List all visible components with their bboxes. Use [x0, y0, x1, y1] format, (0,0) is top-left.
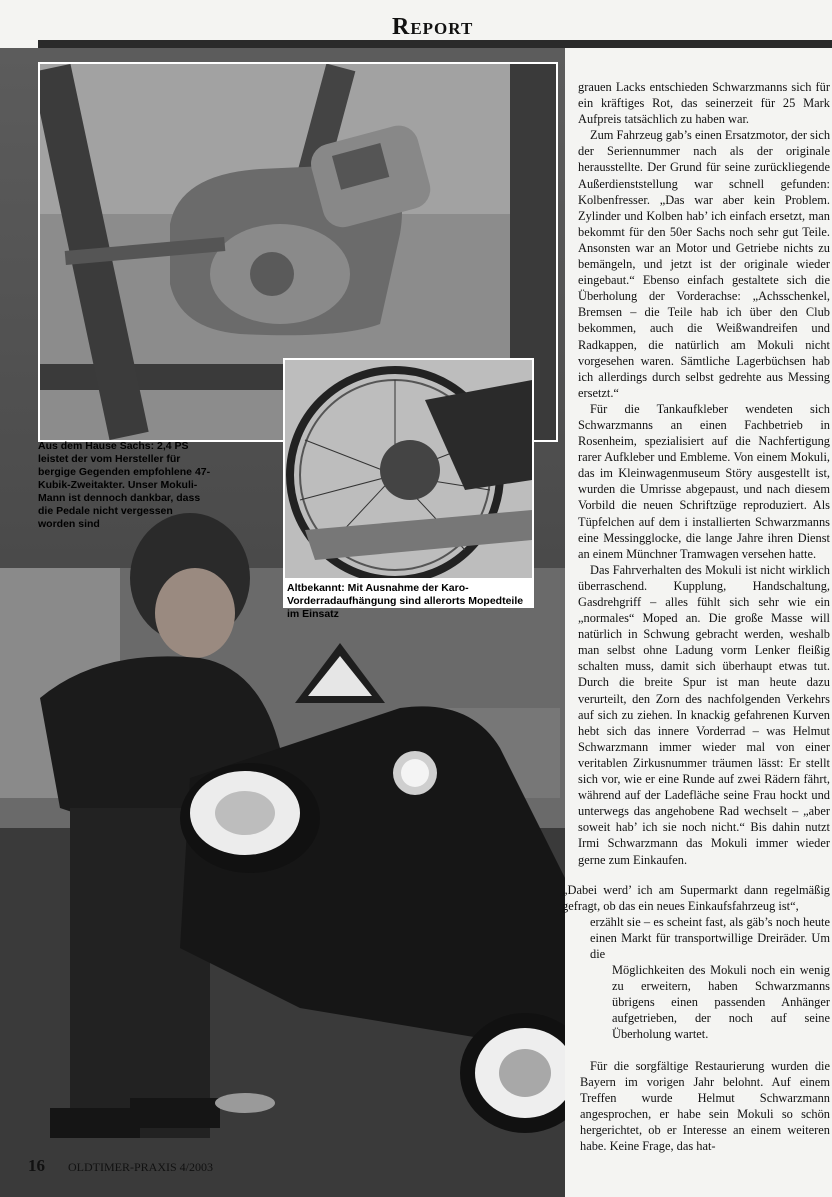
page-number: 16	[28, 1156, 45, 1175]
wrap-paragraph: erzählt sie – es scheint fast, als gäb’s noch heute einen Markt für transportwillige Dreiräder. Um die	[590, 915, 830, 962]
article-column-right	[578, 79, 830, 868]
wheel-photo	[283, 358, 534, 580]
wrap-paragraph: Für die sorgfältige Restaurierung wurden die Bayern im vorigen Jahr belohnt. Auf einem Treffen wurde Helmut Schwarzmann angesprochen, er habe sein Mokuli so schön hergerichtet, ob er Interesse an einem weiteren habe. Keine Frage, das hat-	[580, 1059, 830, 1154]
paragraph: Für die Tankaufkleber wendeten sich Schwarzmanns an einen Fachbetrieb in Rosenheim, spezialisiert auf die Nachfertigung rarer Aufkleber und Embleme. Von einem Mokuli, das im Kleinwagenmuseum Störy ausgestellt ist, wurden die Umrisse abgepaust, und nach diesem Vorbild die neuen Schriftzüge reproduziert. Als Tüpfelchen auf dem i installierten Schwarzmanns eine Messingglocke, die lange Jahre ihren Dienst an einem Münchner Tramwagen versehen hatte.	[578, 401, 830, 561]
wrap-paragraph: Möglichkeiten des Mokuli noch ein wenig zu erweitern, haben Schwarzmanns übrigens einen passenden Anhänger aufgetrieben, der noch auf seine Überholung wartet.	[612, 963, 830, 1042]
wheel-caption: Altbekannt: Mit Ausnahme der Karo-Vorderradaufhängung sind allerorts Mopedteile im Einsatz	[283, 580, 534, 608]
paragraph: Zum Fahrzeug gab’s einen Ersatzmotor, der sich der Seriennummer nach als der originale herausstellte. Der Grund für seine zurückliegende Außerdienststellung war schnell gefunden: Kolbenfresser. „Das war aber kein Problem. Zylinder und Kolben hab’ ich einfach ersetzt, man bekommt für den 50er Sachs noch sehr gut Teile. Ansonsten war an Motor und Getriebe nichts zu bemängeln, und jetzt ist der originale wieder eingebaut.“ Ebenso einfach gestaltete sich die Überholung der Vorderachse: „Achsschenkel, Bremsen – die Teile hab ich über den Club bekommen, auch die Weißwandreifen und Radkappen, die natürlich am Mokuli nicht vorgesehen waren. Sämtliche Lagerbüchsen hab ich allerdings durch selbst gedrehte aus Messing ersetzt.“	[578, 128, 831, 400]
magazine-issue: OLDTIMER-PRAXIS 4/2003	[68, 1160, 214, 1174]
header-rule	[38, 40, 832, 48]
paragraph: Das Fahrverhalten des Mokuli ist nicht wirklich überraschend. Kupplung, Handschaltung, Gasdrehgriff – alles fühlt sich sehr wie ein „normales“ Moped an. Die große Masse will natürlich in Schwung gebracht werden, weshalb man selbst ohne Ladung vorm Lenker fleißig schalten muss, damit sich überhaupt etwas tut. Durch die breite Spur ist man heute dazu verurteilt, den Zorn des nachfolgenden Verkehrs auf sich zu ziehen. In knackig gefahrenen Kurven hebt sich das innere Vorderrad – was Helmut Schwarzmann immer wieder mal von einer veritablen Zirkusnummer träumen lässt: Er stellt sich vor, wie er eine Runde auf zwei Rädern fährt, während auf der Ladefläche seine Frau hockt und unterwegs das angehobene Rad wechselt – „aber soweit hab’ ich sie noch nicht.“ Bis dahin nutzt Irmi Schwarzmann das Mokuli immer wieder gerne zum Einkaufen.	[578, 562, 830, 867]
wrap-paragraph: „Dabei werd’ ich am Supermarkt dann regelmäßig gefragt, ob das ein neues Einkaufsfahrzeug ist“,	[562, 883, 830, 914]
paragraph: grauen Lacks entschieden Schwarzmanns sich für ein kräftiges Rot, das seinerzeit für 25 Mark Aufpreis tatsächlich zu haben war.	[578, 80, 830, 127]
engine-caption: Aus dem Hause Sachs: 2,4 PS leistet der vom Hersteller für bergige Gegenden empfohlene 47-Kubik-Zweitakter. Unser Mokuli-Mann ist dennoch dankbar, dass die Pedale nicht vergessen worden sind	[38, 440, 211, 530]
section-title: Report	[392, 14, 474, 40]
wheel-graphic	[285, 360, 532, 578]
